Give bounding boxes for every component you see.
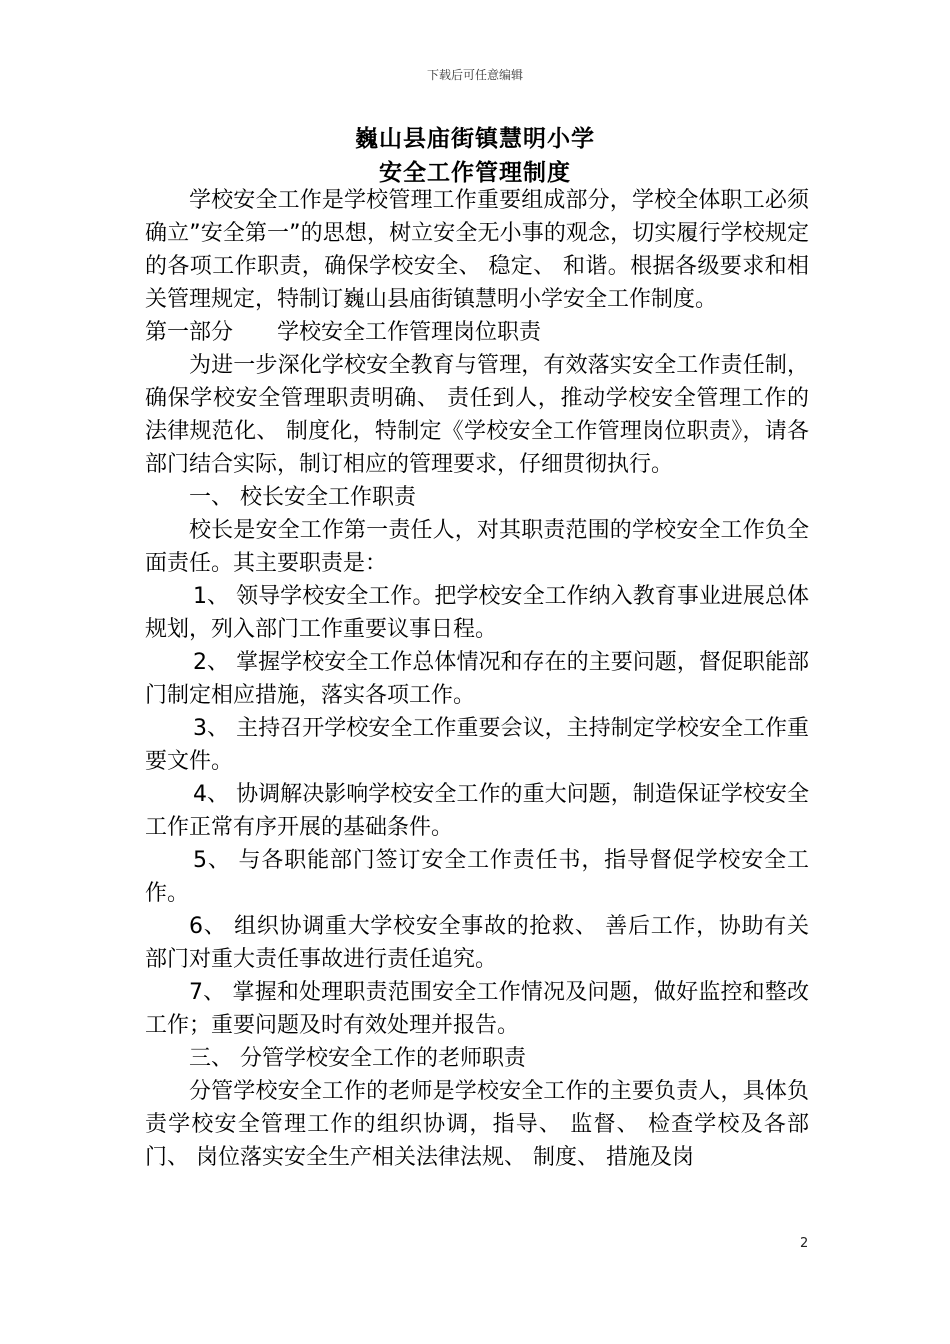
intro-paragraph: 学校安全工作是学校管理工作重要组成部分，学校全体职工必须确立”安全第一”的思想，树立安全无小事的观念，切实履行学校规定的各项工作职责，确保学校安全、 稳定、 和谐。根据各级要求和相关管理规定，特制订巍山县庙街镇慧明小学安全工作制度。: [145, 188, 809, 312]
duty-item: 7、 掌握和处理职责范围安全工作情况及问题，做好监控和整改工作；重要问题及时有效处理并报告。: [145, 980, 809, 1038]
document-title-system: 安全工作管理制度: [379, 160, 571, 186]
principal-intro-paragraph: 校长是安全工作第一责任人，对其职责范围的学校安全工作负全面责任。其主要职责是：: [145, 518, 809, 576]
page-header: 下载后可任意编辑: [426, 68, 523, 82]
duty-item: 2、 掌握学校安全工作总体情况和存在的主要问题，督促职能部门制定相应措施，落实各项工作。: [145, 650, 809, 708]
duty-item: 1、 领导学校安全工作。把学校安全工作纳入教育事业进展总体规划，列入部门工作重要议事日程。: [145, 584, 809, 642]
part-label: 第一部分: [145, 320, 234, 345]
document-body: [145, 184, 809, 1174]
duty-item: 3、 主持召开学校安全工作重要会议，主持制定学校安全工作重要文件。: [145, 716, 809, 774]
part-heading: [145, 316, 809, 349]
document-title-school: 巍山县庙街镇慧明小学: [355, 126, 595, 152]
section-heading-principal: 一、 校长安全工作职责: [189, 485, 416, 510]
page-number: 2: [800, 1236, 809, 1251]
safety-teacher-paragraph: 分管学校安全工作的老师是学校安全工作的主要负责人，具体负责学校安全管理工作的组织协调，指导、 监督、 检查学校及各部门、 岗位落实安全生产相关法律法规、 制度、 措施及岗: [145, 1079, 809, 1170]
part-intro-paragraph: 为进一步深化学校安全教育与管理，有效落实安全工作责任制，确保学校安全管理职责明确、 责任到人，推动学校安全管理工作的法律规范化、 制度化，特制定《学校安全工作管理岗位职责》，请各部门结合实际，制订相应的管理要求，仔细贯彻执行。: [145, 353, 809, 477]
part-title: 学校安全工作管理岗位职责: [277, 320, 542, 345]
duty-item: 4、 协调解决影响学校安全工作的重大问题，制造保证学校安全工作正常有序开展的基础条件。: [145, 782, 809, 840]
duty-item: 6、 组织协调重大学校安全事故的抢救、 善后工作，协助有关部门对重大责任事故进行责任追究。: [145, 914, 809, 972]
duty-item: 5、 与各职能部门签订安全工作责任书，指导督促学校安全工作。: [145, 848, 809, 906]
section-heading-safety-teacher: 三、 分管学校安全工作的老师职责: [189, 1046, 526, 1071]
